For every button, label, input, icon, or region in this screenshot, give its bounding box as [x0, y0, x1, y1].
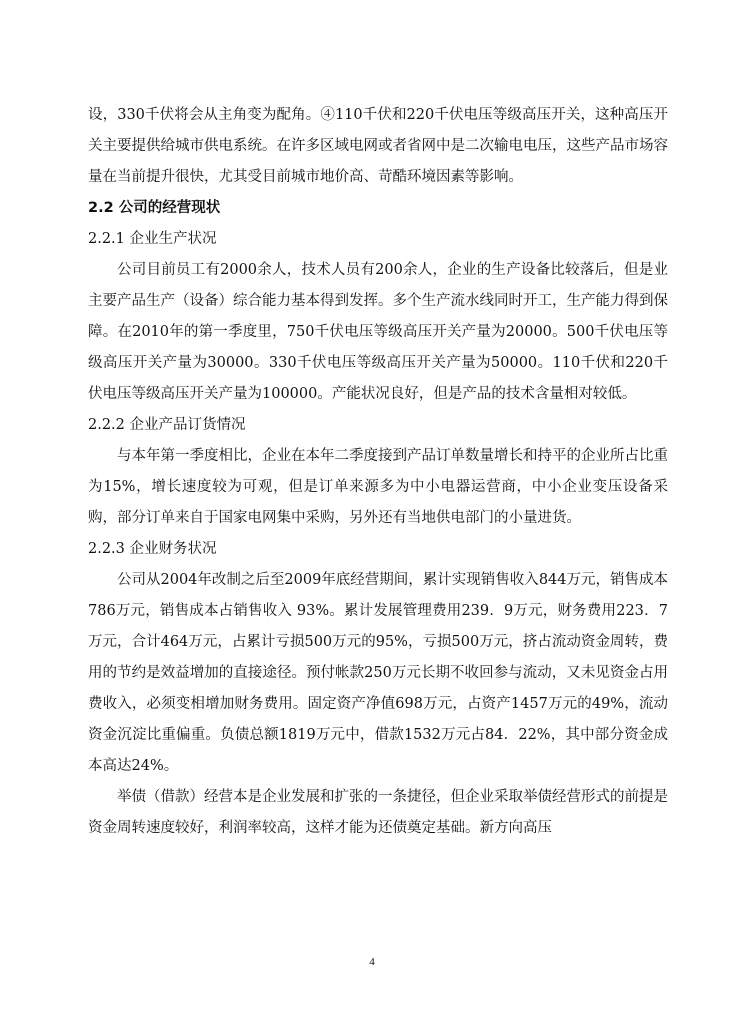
paragraph-production: 公司目前员工有2000余人，技术人员有200余人，企业的生产设备比较落后，但是业主要产品生产（设备）综合能力基本得到发挥。多个生产流水线同时开工，生产能力得到保障。在2010年的第一季度里，750千伏电压等级高压开关产量为20000。500千伏电压等级高压开关产量为30000。330千伏电压等级高压开关产量为50000。110千伏和220千伏电压等级高压开关产量为100000。产能状况良好，但是产品的技术含量相对较低。	[88, 262, 668, 402]
paragraph-orders: 与本年第一季度相比，企业在本年二季度接到产品订单数量增长和持平的企业所占比重为15%，增长速度较为可观，但是订单来源多为中小电器运营商，中小企业变压设备采购，部分订单来自于国家电网集中采购，另外还有当地供电部门的小量进货。	[88, 448, 668, 526]
subsection-heading-2-2-1: 2.2.1 企业生产状况	[88, 231, 217, 247]
subsection-heading-2-2-3: 2.2.3 企业财务状况	[88, 541, 217, 557]
paragraph-continuation: 设，330千伏将会从主角变为配角。④110千伏和220千伏电压等级高压开关，这种高压开关主要提供给城市供电系统。在许多区域电网或者省网中是二次输电电压，这些产品市场容量在当前提升很快，尤其受目前城市地价高、苛酷环境因素等影响。	[88, 107, 668, 185]
page-body	[88, 100, 668, 844]
subsection-heading-2-2-2: 2.2.2 企业产品订货情况	[88, 417, 246, 433]
paragraph-finance: 公司从2004年改制之后至2009年底经营期间，累计实现销售收入844万元，销售成本786万元，销售成本占销售收入 93%。累计发展管理费用239．9万元，财务费用223．7万元，合计464万元，占累计亏损500万元的95%，亏损500万元，挤占流动资金周转，费用的节约是效益增加的直接途径。预付帐款250万元长期不收回参与流动，又未见资金占用费收入，必须变相增加财务费用。固定资产净值698万元，占资产1457万元的49%，流动资金沉淀比重偏重。负债总额1819万元中，借款1532万元占84．22%，其中部分资金成本高达24%。	[88, 572, 668, 774]
paragraph-debt: 举债（借款）经营本是企业发展和扩张的一条捷径，但企业采取举债经营形式的前提是资金周转速度较好，利润率较高，这样才能为还债奠定基础。新方向高压	[88, 789, 668, 836]
page-number: 4	[369, 956, 375, 968]
section-heading-2-2: 2.2 公司的经营现状	[88, 200, 221, 216]
